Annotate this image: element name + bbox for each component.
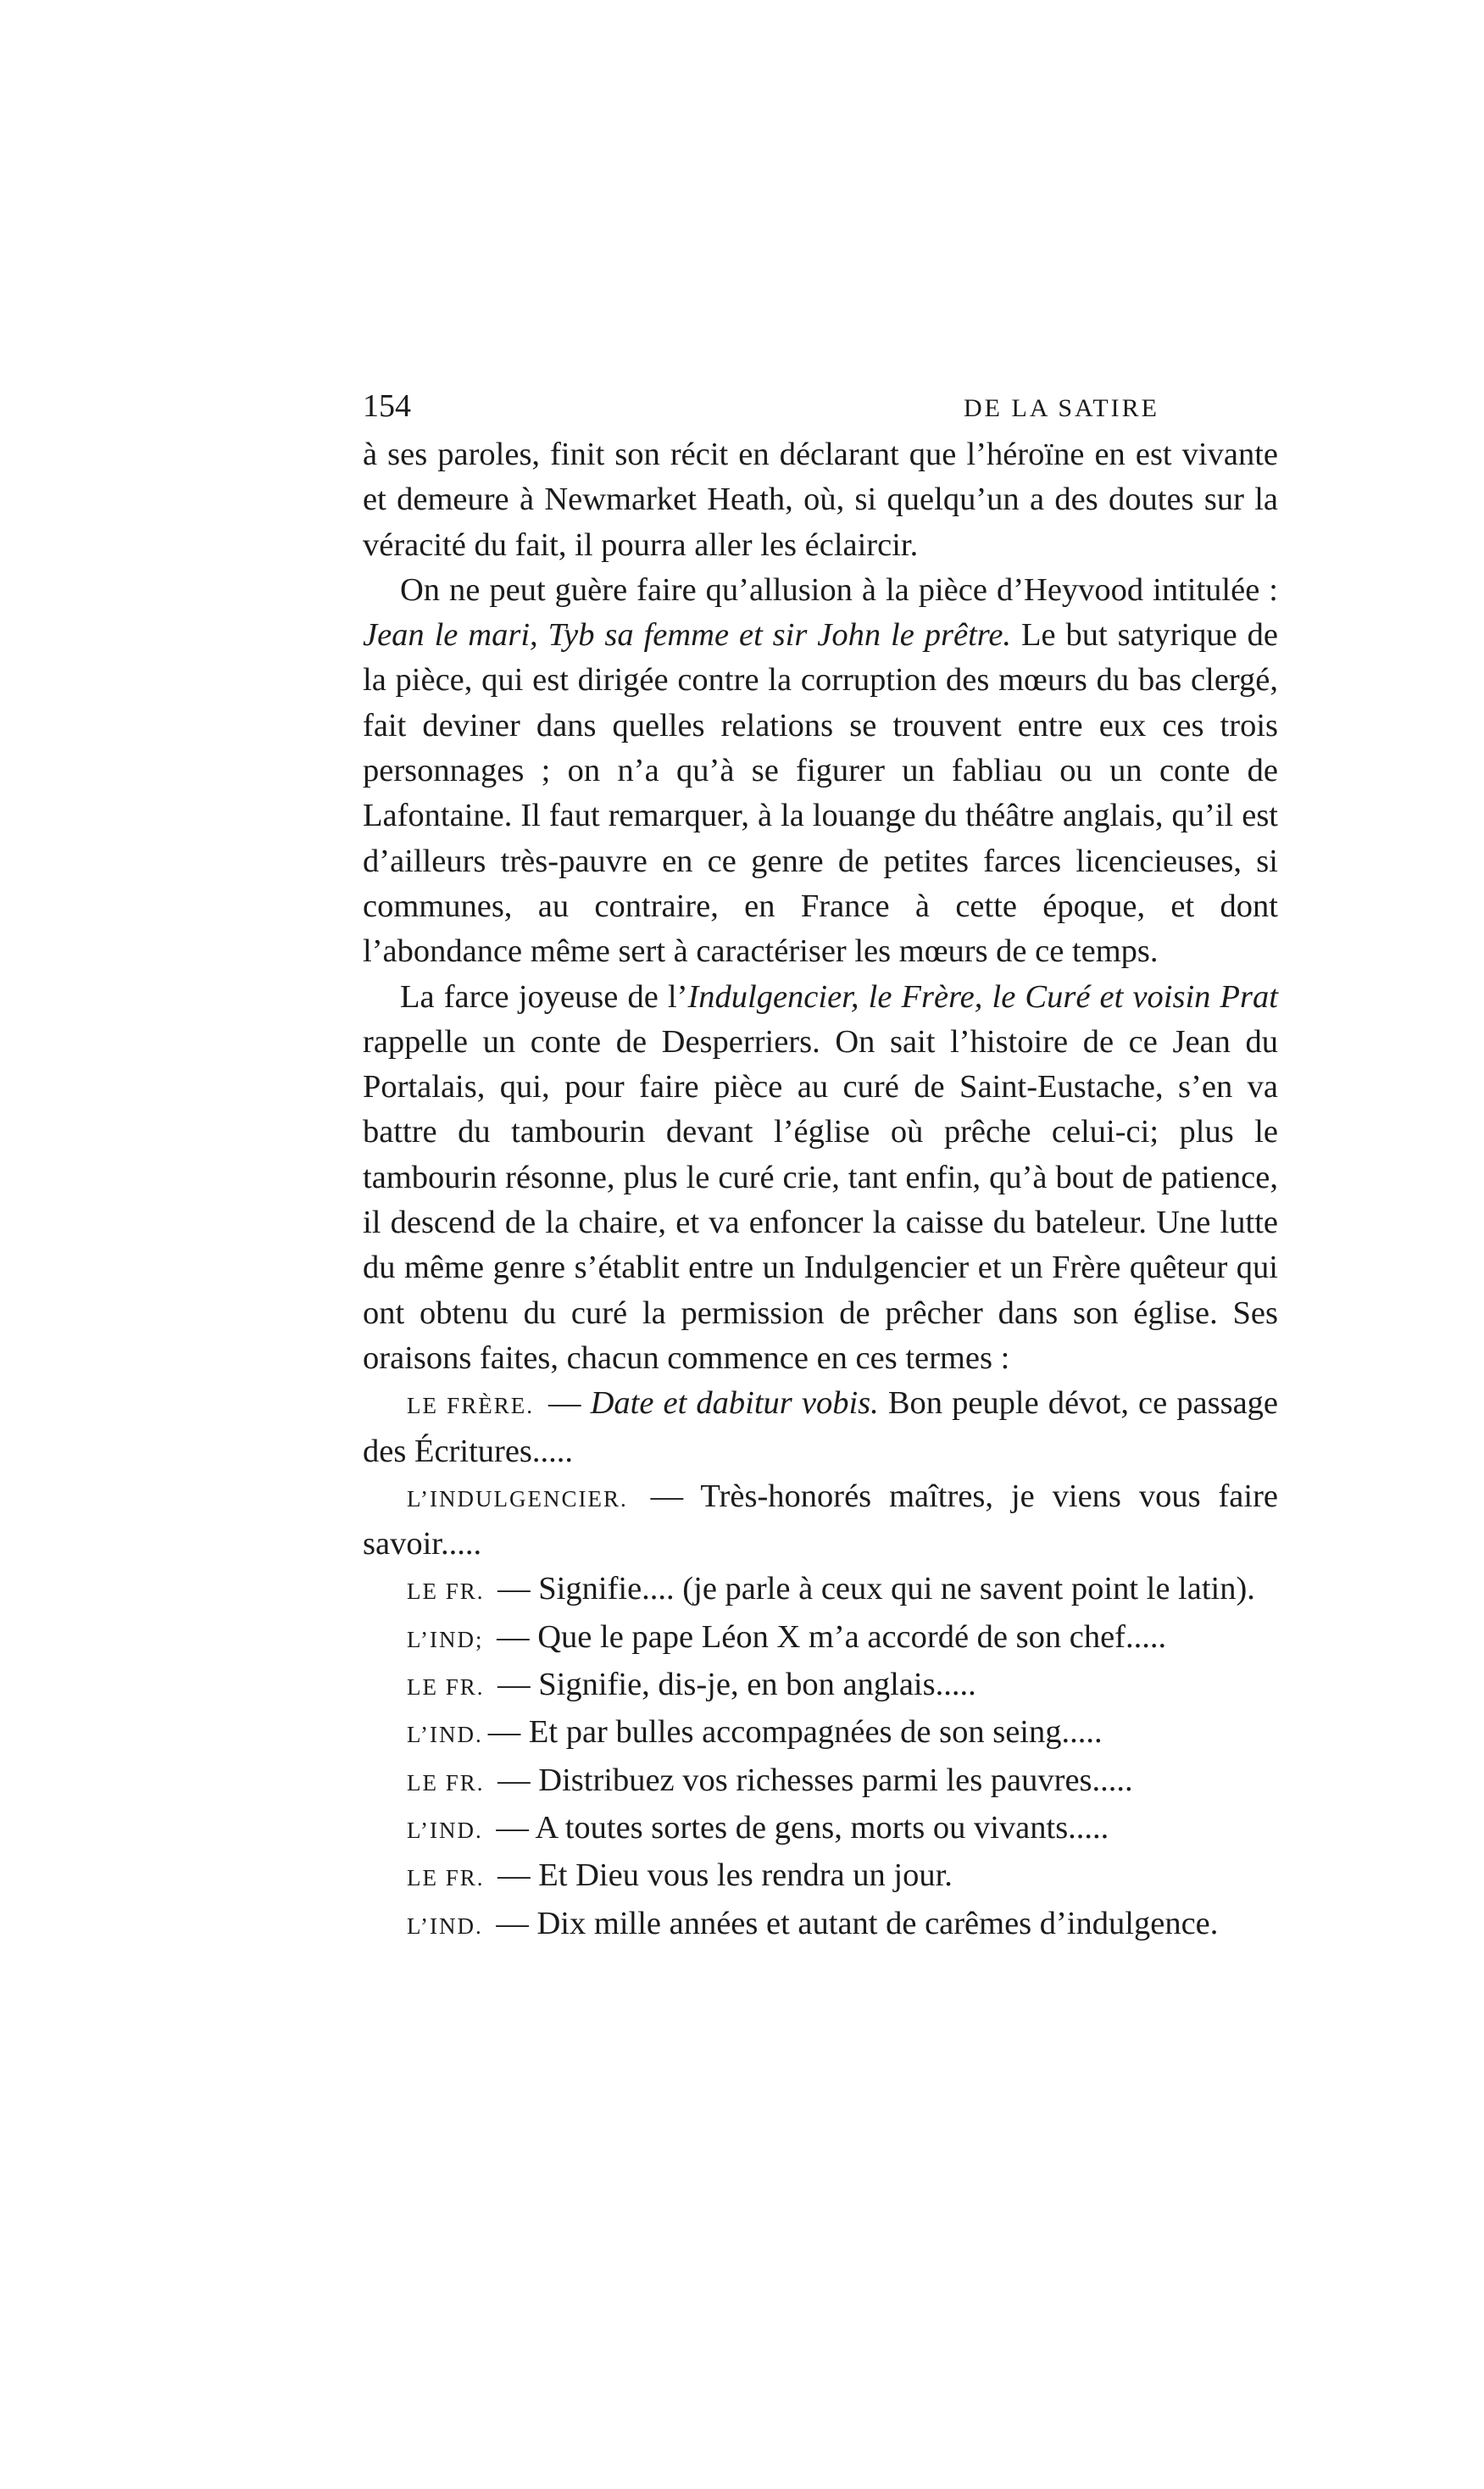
- speaker-name: LE FR.: [407, 1579, 485, 1605]
- speaker-name: LE FR.: [407, 1865, 485, 1891]
- dialogue-dash: —: [488, 1618, 538, 1655]
- paragraph-3-rest: rappelle un conte de Desperriers. On sait l’histoire de ce Jean du Portalais, qui, pour faire pièce au curé de Saint-Eustache, s’en va battre du tambourin devant l’église où prêche celui-ci; plus le tambourin résonne, plus le curé crie, tant enfin, qu’à bout de patience, il descend de la chaire, et va enfoncer la caisse du bateleur. Une lutte du même genre s’établit entre un Indulgencier et un Frère quêteur qui ont obtenu du curé la permission de prêcher dans son église. Ses oraisons faites, chacun commence en ces termes :: [363, 1023, 1278, 1376]
- play-title-heyvood: Jean le mari, Tyb sa femme et sir John le prêtre.: [363, 617, 1012, 654]
- dialogue-line: [363, 1567, 1278, 1614]
- dialogue-dash: —: [489, 1762, 539, 1798]
- dialogue-dash: —: [487, 1714, 529, 1751]
- speaker-name: L’IND;: [407, 1626, 484, 1652]
- dialogue-text: Signifie.... (je parle à ceux qui ne savent point le latin).: [538, 1571, 1255, 1607]
- dialogue-line: [363, 1853, 1278, 1901]
- dialogue-line: [363, 1902, 1278, 1949]
- page-header: [363, 380, 1278, 432]
- dialogue-dash: —: [632, 1478, 701, 1514]
- paragraph-2: [363, 568, 1278, 975]
- dialogue-line: [363, 1662, 1278, 1710]
- dialogue-dash: —: [538, 1385, 591, 1422]
- speaker-name: LE FRÈRE.: [407, 1393, 534, 1419]
- running-title: DE LA SATIRE: [964, 394, 1159, 422]
- dialogue-dash: —: [487, 1905, 537, 1941]
- dialogue-text: Dix mille années et autant de carêmes d’indulgence.: [536, 1905, 1219, 1941]
- dialogue-text: Signifie, dis-je, en bon anglais.....: [538, 1667, 976, 1703]
- speaker-name: LE FR.: [407, 1769, 485, 1796]
- paragraph-2-rest: Le but satyrique de la pièce, qui est dirigée contre la corruption des mœurs du bas clergé, fait deviner dans quelles relations se trouvent entre eux ces trois personnages ; on n’a qu’à se figurer un fabliau ou un conte de Lafontaine. Il faut remarquer, à la louange du théâtre anglais, qu’il est d’ailleurs très-pauvre en ce genre de petites farces licencieuses, si communes, au contraire, en France à cette époque, et dont l’abondance même sert à caractériser les mœurs de ce temps.: [363, 617, 1278, 970]
- dialogue-line: [363, 1474, 1278, 1567]
- latin-quote: Date et dabitur vobis.: [590, 1385, 879, 1422]
- dialogue-dash: —: [489, 1667, 539, 1703]
- dialogue-text: Et Dieu vous les rendra un jour.: [538, 1857, 953, 1894]
- play-title-indulgencier: Indulgencier, le Frère, le Curé et voisin Prat: [687, 978, 1278, 1015]
- dialogue-text: Bon peuple dévot, ce passage des Écritures.....: [363, 1385, 1278, 1469]
- paragraph-2-lead: On ne peut guère faire qu’allusion à la pièce d’Heyvood intitulée :: [400, 571, 1278, 608]
- paragraph-3: [363, 975, 1278, 1382]
- dialogue-text: Que le pape Léon X m’a accordé de son chef.....: [537, 1618, 1167, 1655]
- speaker-name: L’IND.: [407, 1817, 483, 1843]
- speaker-name: LE FR.: [407, 1674, 485, 1701]
- dialogue-line: [363, 1381, 1278, 1474]
- dialogue-text: Et par bulles accompagnées de son seing.....: [528, 1714, 1103, 1751]
- dialogue-text: Très-honorés maîtres, je viens vous faire savoir.....: [363, 1478, 1279, 1562]
- paragraph-1: à ses paroles, finit son récit en déclarant que l’héroïne en est vivante et demeure à Newmarket Heath, où, si quelqu’un a des doutes sur la véracité du fait, il pourra aller les éclaircir.: [363, 437, 1278, 563]
- dialogue-line: [363, 1806, 1278, 1853]
- dialogue-line: [363, 1615, 1278, 1662]
- speaker-name: L’IND.: [407, 1913, 483, 1939]
- dialogue: [363, 1381, 1278, 1949]
- dialogue-line: [363, 1710, 1278, 1757]
- dialogue-dash: —: [489, 1571, 539, 1607]
- dialogue-dash: —: [487, 1809, 536, 1846]
- page-number: 154: [363, 388, 411, 424]
- dialogue-line: [363, 1758, 1278, 1806]
- speaker-name: L’IND.: [407, 1722, 483, 1748]
- dialogue-text: A toutes sortes de gens, morts ou vivants.....: [535, 1809, 1109, 1846]
- dialogue-dash: —: [489, 1857, 539, 1894]
- text-column: [363, 380, 1278, 1949]
- dialogue-text: Distribuez vos richesses parmi les pauvres.....: [538, 1762, 1133, 1798]
- speaker-name: L’INDULGENCIER.: [407, 1485, 628, 1512]
- paragraph-3-lead: La farce joyeuse de l’: [400, 978, 688, 1015]
